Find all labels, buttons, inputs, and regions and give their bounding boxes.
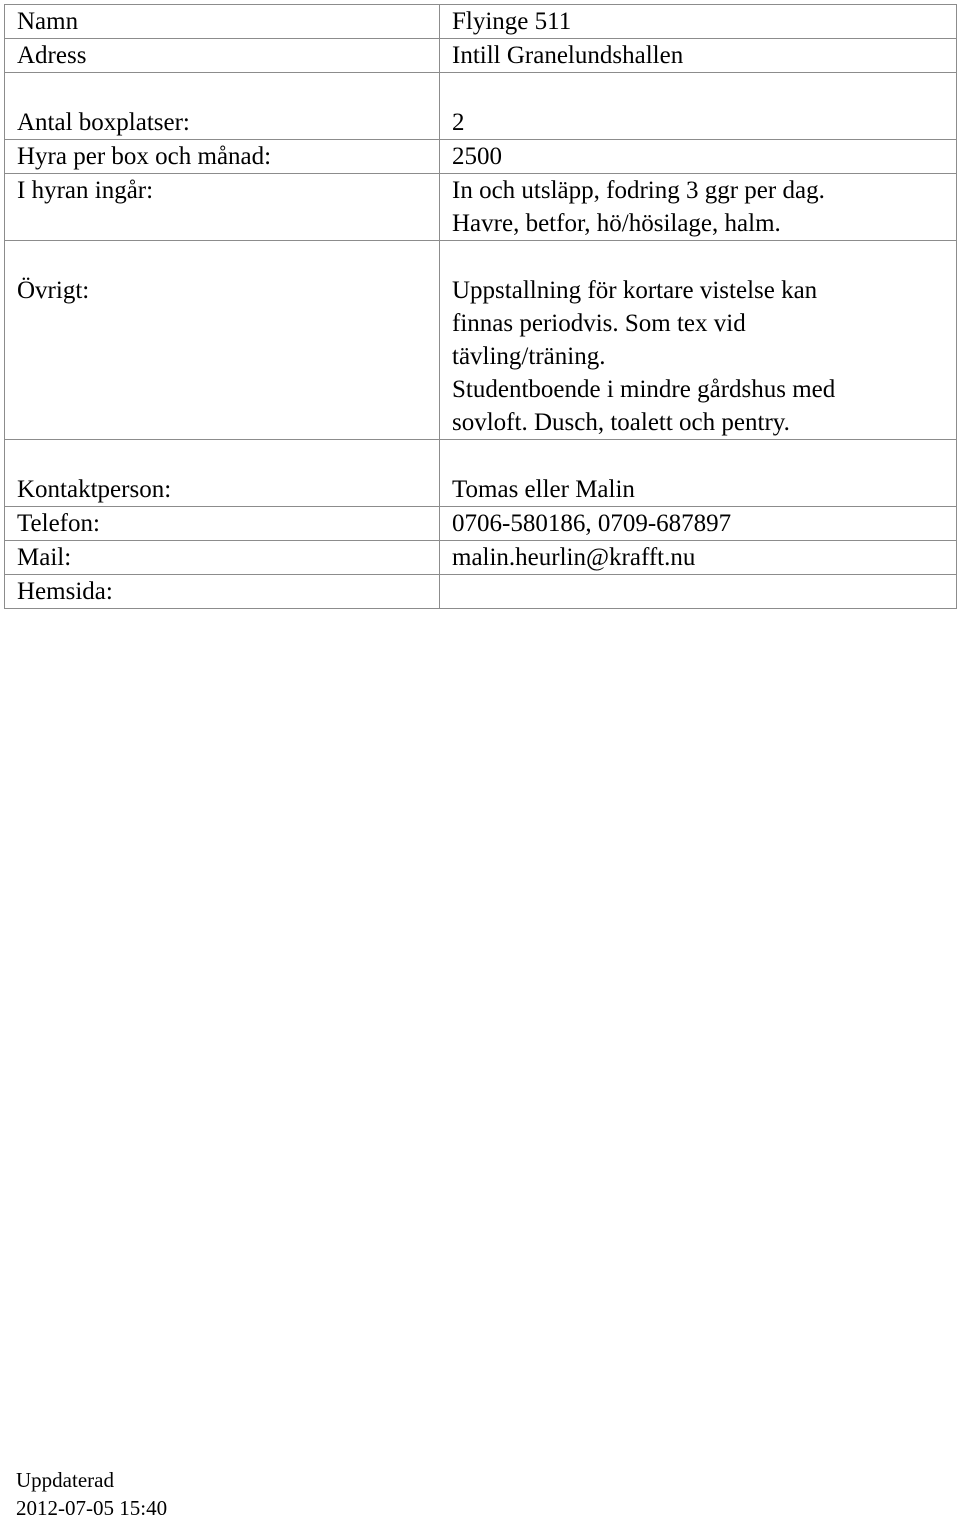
row-adress <box>5 39 957 73</box>
label-namn: Namn <box>5 5 440 39</box>
value-line: finnas periodvis. Som tex vid <box>452 310 746 337</box>
label-adress: Adress <box>5 39 440 73</box>
value-ovrigt <box>440 274 957 440</box>
row-spacer <box>5 440 957 474</box>
row-antal-boxplatser <box>5 106 957 140</box>
updated-label: Uppdaterad <box>16 1468 114 1492</box>
value-line: In och utsläpp, fodring 3 ggr per dag. <box>452 177 825 204</box>
value-mail: malin.heurlin@krafft.nu <box>440 541 957 575</box>
label-ovrigt: Övrigt: <box>5 274 440 440</box>
value-line: Studentboende i mindre gårdshus med <box>452 376 836 403</box>
label-telefon: Telefon: <box>5 507 440 541</box>
row-spacer <box>5 73 957 107</box>
value-telefon: 0706-580186, 0709-687897 <box>440 507 957 541</box>
value-antal-boxplatser: 2 <box>440 106 957 140</box>
row-telefon <box>5 507 957 541</box>
value-line: sovloft. Dusch, toalett och pentry. <box>452 409 790 436</box>
label-hyra: Hyra per box och månad: <box>5 140 440 174</box>
empty-cell <box>440 241 957 275</box>
empty-cell <box>5 73 440 107</box>
value-namn: Flyinge 511 <box>440 5 957 39</box>
empty-cell <box>5 440 440 474</box>
value-line: Uppstallning för kortare vistelse kan <box>452 277 818 304</box>
updated-footer <box>16 1466 167 1522</box>
row-kontaktperson <box>5 473 957 507</box>
row-namn <box>5 5 957 39</box>
value-line: tävling/träning. <box>452 343 606 370</box>
label-i-hyran-ingar: I hyran ingår: <box>5 174 440 241</box>
updated-date: 2012-07-05 15:40 <box>16 1496 168 1520</box>
row-hyra <box>5 140 957 174</box>
value-hyra: 2500 <box>440 140 957 174</box>
value-hemsida <box>440 575 957 609</box>
label-antal-boxplatser: Antal boxplatser: <box>5 106 440 140</box>
value-adress: Intill Granelundshallen <box>440 39 957 73</box>
value-i-hyran-ingar <box>440 174 957 241</box>
value-line: Havre, betfor, hö/hösilage, halm. <box>452 210 781 237</box>
row-spacer <box>5 241 957 275</box>
row-ovrigt <box>5 274 957 440</box>
row-i-hyran-ingar <box>5 174 957 241</box>
empty-cell <box>440 440 957 474</box>
row-mail <box>5 541 957 575</box>
info-table <box>4 4 957 609</box>
label-hemsida: Hemsida: <box>5 575 440 609</box>
empty-cell <box>440 73 957 107</box>
value-kontaktperson: Tomas eller Malin <box>440 473 957 507</box>
label-kontaktperson: Kontaktperson: <box>5 473 440 507</box>
row-hemsida <box>5 575 957 609</box>
empty-cell <box>5 241 440 275</box>
label-mail: Mail: <box>5 541 440 575</box>
